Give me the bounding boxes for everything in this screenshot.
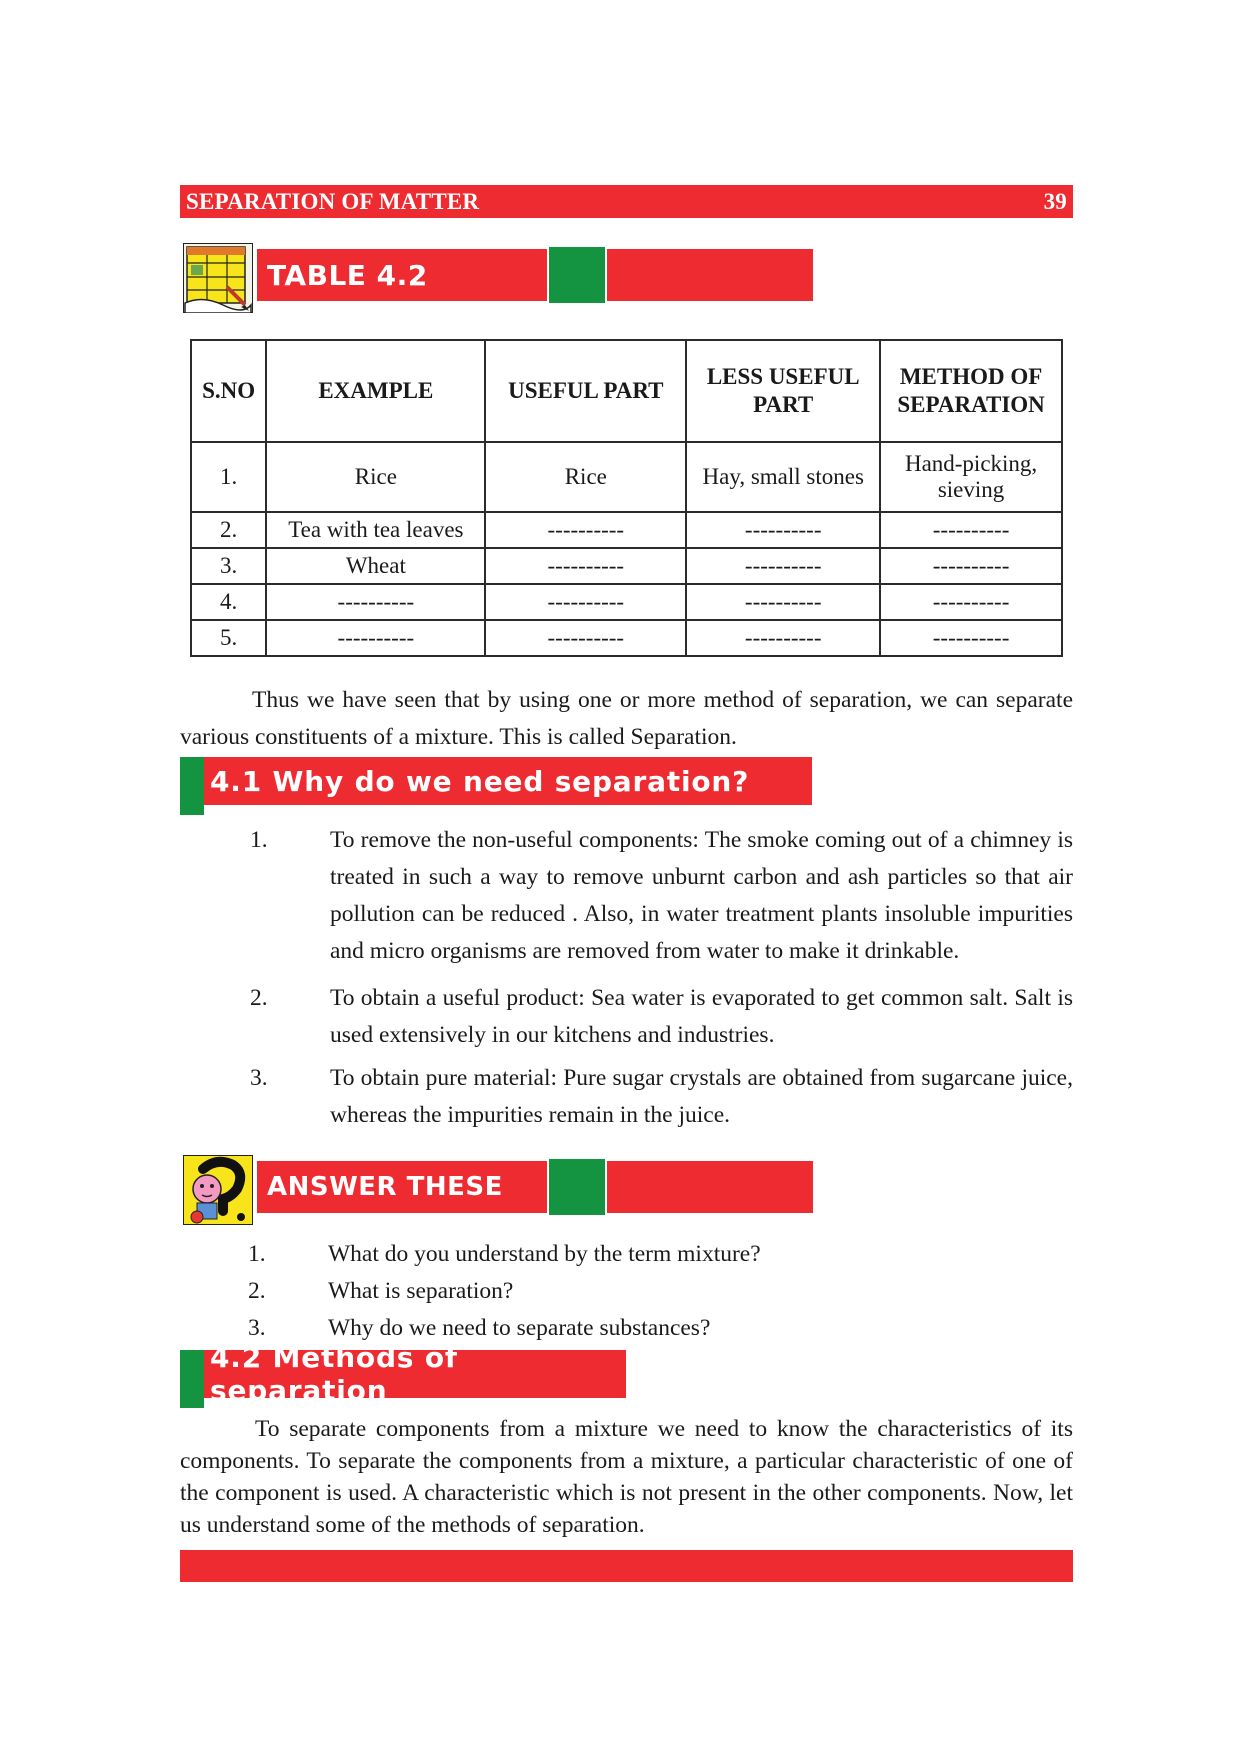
- section-4-2-heading: [180, 1341, 626, 1407]
- list-item: [250, 1060, 1073, 1134]
- table-cell: ----------: [485, 512, 686, 548]
- table-banner: [183, 243, 813, 299]
- table-cell: Hand-picking, sieving: [880, 442, 1062, 512]
- table-cell: 5.: [191, 620, 266, 656]
- table-banner-label: [257, 249, 547, 301]
- list-item-number: 1.: [248, 1241, 266, 1267]
- list-item: [250, 822, 1073, 970]
- col-sno-header: S.NO: [191, 340, 266, 442]
- table-cell: ----------: [880, 548, 1062, 584]
- table-row: [191, 442, 1062, 512]
- table-header-row: [191, 340, 1062, 442]
- table-row: [191, 584, 1062, 620]
- banner-green-block: [549, 247, 605, 303]
- table-cell: ----------: [485, 584, 686, 620]
- separation-table: [190, 339, 1063, 657]
- table-cell: ----------: [686, 620, 880, 656]
- heading-red-bar: [204, 1341, 626, 1407]
- list-item-number: 3.: [250, 1065, 268, 1091]
- heading-red-bar: [204, 757, 812, 805]
- table-cell: ----------: [880, 620, 1062, 656]
- list-item-text: What do you understand by the term mixture?: [328, 1241, 761, 1267]
- table-cell: ----------: [266, 584, 485, 620]
- table-row: [191, 512, 1062, 548]
- section-4-1-heading: [180, 757, 812, 811]
- table-cell: ----------: [485, 548, 686, 584]
- section-4-1-title: 4.1 Why do we need separation?: [210, 764, 750, 798]
- table-cell: ----------: [485, 620, 686, 656]
- table-cell: 1.: [191, 442, 266, 512]
- why-separation-list: [250, 822, 1073, 1134]
- table-cell: 3.: [191, 548, 266, 584]
- banner-red-tail: [607, 249, 813, 301]
- col-less-useful-header: LESS USEFUL PART: [686, 340, 880, 442]
- section-4-2-title: 4.2 Methods of separation: [210, 1341, 458, 1407]
- list-item-text: Why do we need to separate substances?: [328, 1315, 711, 1341]
- footer-bar: [180, 1550, 1073, 1582]
- answer-these-list: [248, 1236, 1071, 1347]
- heading-green-bar: [180, 1350, 204, 1408]
- section-4-2-paragraph: To separate components from a mixture we need to know the characteristics of its components. To separate the components from a mixture, a particular characteristic of one of the component is used. A characteristic which is not present in the other components. Now, let us understand some of the methods of separation.: [180, 1416, 1073, 1538]
- chapter-title: SEPARATION OF MATTER: [186, 188, 480, 214]
- table-banner-text: TABLE 4.2: [267, 258, 428, 292]
- list-item-number: 3.: [248, 1315, 266, 1341]
- list-item: [248, 1236, 1071, 1273]
- list-item: [250, 980, 1073, 1054]
- page-number: 39: [1043, 188, 1067, 214]
- answer-banner-label: [257, 1161, 547, 1213]
- col-example-header: EXAMPLE: [266, 340, 485, 442]
- running-header: [180, 185, 1073, 218]
- table-cell: ----------: [686, 584, 880, 620]
- answer-banner: [183, 1155, 813, 1211]
- table-row: [191, 548, 1062, 584]
- table-cell: Rice: [266, 442, 485, 512]
- list-item-number: 2.: [250, 985, 268, 1011]
- table-cell: ----------: [880, 512, 1062, 548]
- list-item-text: What is separation?: [328, 1278, 514, 1304]
- list-item: [248, 1273, 1071, 1310]
- heading-green-bar: [180, 757, 204, 815]
- banner-green-block: [549, 1159, 605, 1215]
- table-row: [191, 620, 1062, 656]
- col-useful-part-header: USEFUL PART: [485, 340, 686, 442]
- list-item-number: 2.: [248, 1278, 266, 1304]
- banner-red-tail: [607, 1161, 813, 1213]
- thinking-girl-question-icon: [183, 1155, 253, 1225]
- table-cell: Hay, small stones: [686, 442, 880, 512]
- table-cell: ----------: [686, 512, 880, 548]
- table-cell: ----------: [880, 584, 1062, 620]
- table-cell: Wheat: [266, 548, 485, 584]
- table-cell: ----------: [266, 620, 485, 656]
- list-item-text: To remove the non-useful components: The smoke coming out of a chimney is treated in such a way to remove unburnt carbon and ash particles so that air pollution can be reduced . Also, in water treatment plants insoluble impurities and micro organisms are removed from water to make it drinkable.: [330, 827, 1073, 964]
- table-cell: Tea with tea leaves: [266, 512, 485, 548]
- list-item-text: To obtain pure material: Pure sugar crystals are obtained from sugarcane juice, whereas the impurities remain in the juice.: [330, 1065, 1073, 1128]
- table-cell: 2.: [191, 512, 266, 548]
- list-item-number: 1.: [250, 827, 268, 853]
- answer-banner-text: ANSWER THESE: [267, 1172, 503, 1202]
- table-cell: 4.: [191, 584, 266, 620]
- intro-paragraph: Thus we have seen that by using one or more method of separation, we can separate various constituents of a mixture. This is called Separation.: [180, 687, 1073, 750]
- col-method-header: METHOD OF SEPARATION: [880, 340, 1062, 442]
- table-cell: ----------: [686, 548, 880, 584]
- table-scroll-icon: [183, 243, 253, 313]
- list-item-text: To obtain a useful product: Sea water is evaporated to get common salt. Salt is used extensively in our kitchens and industries.: [330, 985, 1073, 1048]
- table-cell: Rice: [485, 442, 686, 512]
